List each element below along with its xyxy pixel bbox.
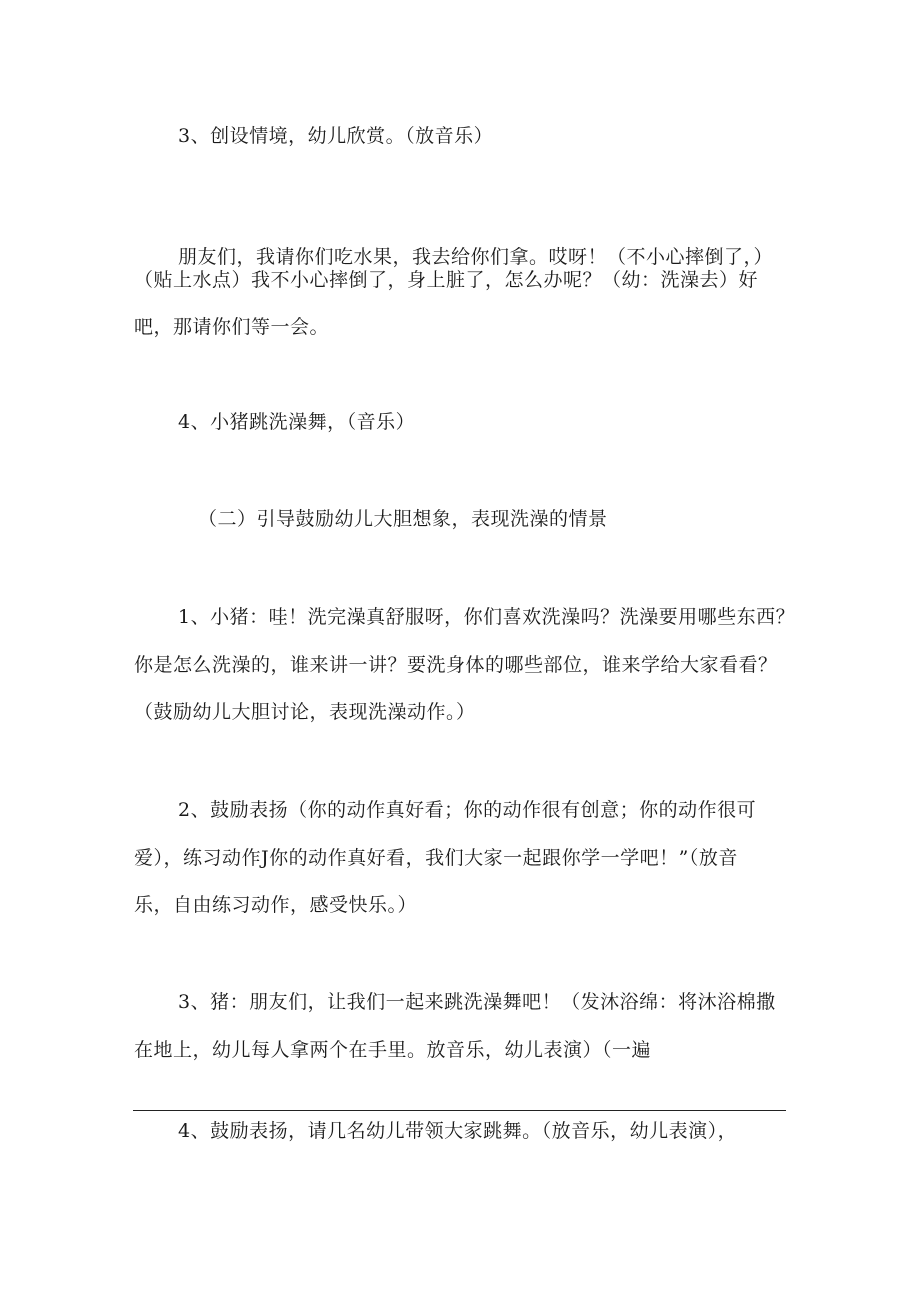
item-3-line-1: 3、猪：朋友们，让我们一起来跳洗澡舞吧！（发沐浴绵：将沐浴棉撒 — [178, 991, 776, 1013]
section-2-heading: （二）引导鼓励幼儿大胆想象，表现洗澡的情景 — [198, 508, 608, 530]
paragraph-3-heading: 3、创设情境，幼儿欣赏。（放音乐） — [178, 125, 494, 147]
item-1-line-3: （鼓励幼儿大胆讨论，表现洗澡动作。） — [134, 701, 476, 723]
item-3-line-2: 在地上，幼儿每人拿两个在手里。放音乐，幼儿表演）（一遍 — [134, 1039, 652, 1061]
paragraph-4-heading: 4、小猪跳洗澡舞，（音乐） — [178, 411, 416, 433]
horizontal-divider — [133, 1110, 786, 1111]
paragraph-dialogue-line-1: 朋友们，我请你们吃水果，我去给你们拿。哎呀！（不小心摔倒了，） — [178, 246, 774, 268]
item-2-line-2: 爱），练习动作J你的动作真好看，我们大家一起跟你学一学吧！”（放音 — [134, 847, 738, 869]
item-1-line-1: 1、小猪：哇！洗完澡真舒服呀，你们喜欢洗澡吗？洗澡要用哪些东西？ — [178, 606, 796, 628]
paragraph-dialogue-line-3: 吧，那请你们等一会。 — [134, 316, 330, 338]
item-4-line-1: 4、鼓励表扬，请几名幼儿带领大家跳舞。（放音乐，幼儿表演）， — [178, 1120, 738, 1142]
item-2-line-3: 乐，自由练习动作，感受快乐。） — [134, 894, 418, 916]
item-2-line-1: 2、鼓励表扬（你的动作真好看；你的动作很有创意；你的动作很可 — [178, 799, 757, 821]
item-1-line-2: 你是怎么洗澡的，谁来讲一讲？要洗身体的哪些部位，谁来学给大家看看？ — [134, 654, 778, 676]
paragraph-dialogue-line-2: （贴上水点）我不小心摔倒了，身上脏了，怎么办呢？（幼：洗澡去）好 — [134, 269, 759, 291]
